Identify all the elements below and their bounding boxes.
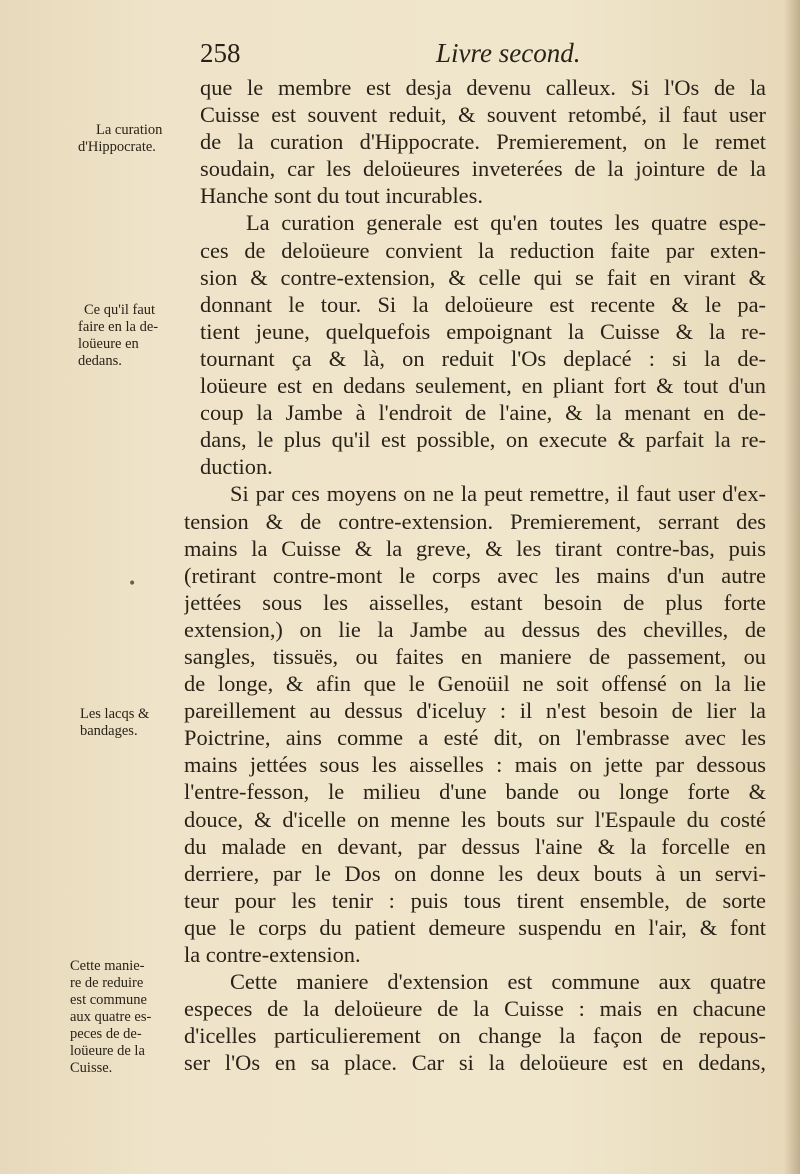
- text-line: dans, le plus qu'il est possible, on execute & parfait la re-: [200, 427, 766, 453]
- text-line: duction.: [200, 454, 273, 480]
- text-line: extension,) on lie la Jambe au dessus des chevilles, de: [184, 616, 766, 642]
- text-line: (retirant contre-mont le corps avec les mains d'un autre: [184, 562, 766, 588]
- text-line: Cette maniere d'extension est commune aux quatre: [230, 969, 766, 995]
- margin-note-line: d'Hippocrate.: [78, 139, 156, 155]
- margin-note-line: Ce qu'il faut: [84, 302, 156, 318]
- text-line: de longe, & afin que le Genoüil ne soit offensé on la lie: [184, 671, 766, 697]
- text-line: ces de deloüeure convient la reduction faite par exten-: [200, 237, 766, 263]
- margin-note-lacqs: [68, 706, 184, 740]
- text-line: Poictrine, ains comme a esté dit, on l'embrasse avec les: [184, 725, 766, 751]
- margin-note-line: est commune: [70, 992, 147, 1008]
- text-line: de la curation d'Hippocrate. Premierement, on le remet: [200, 129, 766, 155]
- page-header: [200, 38, 790, 72]
- text-line: la contre-extension.: [184, 942, 361, 967]
- text-line: que le membre est desja devenu calleux. Si l'Os de la: [200, 75, 766, 100]
- running-head: Livre second.: [436, 38, 581, 68]
- text-line: d'icelles particulierement on change la façon de repous-: [184, 1023, 766, 1049]
- paragraph-2: [184, 209, 766, 480]
- paragraph-4: [184, 968, 766, 1076]
- text-line: douce, & d'icelle on menne les bouts sur l'Espaule du costé: [184, 806, 766, 832]
- margin-note-line: aux quatre es-: [70, 1009, 152, 1025]
- text-line: que le corps du patient demeure suspendu en l'air, & font: [184, 914, 766, 940]
- margin-note-line: La curation: [96, 122, 163, 138]
- text-line: tient jeune, quelquefois empoignant la Cuisse & la re-: [200, 318, 766, 344]
- margin-note-dedans: [68, 302, 184, 370]
- text-line: Cuisse est souvent reduit, & souvent retombé, il faut user: [200, 102, 766, 128]
- text-line: especes de la deloüeure de la Cuisse : mais en chacune: [184, 996, 766, 1022]
- paragraph-1: [184, 74, 766, 209]
- margin-note-line: peces de de-: [70, 1026, 142, 1042]
- text-line: sangles, tissuës, ou faites en maniere de passement, ou: [184, 643, 766, 669]
- text-line: mains jettées sous les aisselles : mais on jette par dessous: [184, 752, 766, 778]
- text-line: jettées sous les aisselles, estant besoin de plus forte: [184, 589, 766, 615]
- margin-note-line: re de reduire: [70, 975, 144, 991]
- text-line: coup la Jambe à l'endroit de l'aine, & la menant en de-: [200, 400, 766, 426]
- text-line: Si par ces moyens on ne la peut remettre, il faut user d'ex-: [230, 481, 766, 507]
- text-line: soudain, car les deloüeures inveterées de la jointure de la: [200, 156, 766, 182]
- text-line: donnant le tour. Si la deloüeure est recente & le pa-: [200, 291, 766, 317]
- text-line: pareillement au dessus d'iceluy : il n'est besoin de lier la: [184, 698, 766, 724]
- margin-note-line: Cuisse.: [70, 1060, 113, 1076]
- page-edge-shadow: [784, 0, 800, 1174]
- text-line: du malade en devant, par dessus l'aine & la forcelle en: [184, 833, 766, 859]
- text-line: l'entre-fesson, le milieu d'une bande ou longe forte &: [184, 779, 766, 805]
- text-line: mains la Cuisse & la greve, & les tirant contre-bas, puis: [184, 535, 766, 561]
- text-line: teur pour les tenir : puis tous tirent ensemble, de sorte: [184, 887, 766, 913]
- margin-note-hippocrate: [68, 122, 184, 156]
- margin-note-line: bandages.: [80, 723, 138, 739]
- margin-note-line: loüeure de la: [70, 1043, 145, 1059]
- margin-mark: •: [128, 576, 137, 592]
- margin-note-commune: [68, 958, 184, 1077]
- paragraph-3: [184, 480, 766, 968]
- margin-note-line: Cette manie-: [70, 958, 145, 974]
- margin-note-line: Les lacqs &: [80, 706, 150, 722]
- text-line: loüeure est en dedans seulement, en pliant fort & tout d'un: [200, 373, 766, 399]
- page-number: 258: [200, 38, 241, 68]
- text-line: La curation generale est qu'en toutes les quatre espe-: [246, 210, 766, 236]
- margin-note-line: faire en la de-: [78, 319, 159, 335]
- text-line: derriere, par le Dos on donne les deux bouts à un servi-: [184, 860, 766, 886]
- text-line: sion & contre-extension, & celle qui se fait en virant &: [200, 264, 766, 290]
- margin-note-line: dedans.: [78, 353, 122, 369]
- text-line: ser l'Os en sa place. Car si la deloüeure est en dedans,: [184, 1050, 766, 1076]
- main-text: [184, 74, 766, 1076]
- text-line: tournant ça & là, on reduit l'Os deplacé : si la de-: [200, 345, 766, 371]
- text-line: tension & de contre-extension. Premierement, serrant des: [184, 508, 766, 534]
- margin-note-line: loüeure en: [78, 336, 139, 352]
- text-line: Hanche sont du tout incurables.: [200, 183, 483, 209]
